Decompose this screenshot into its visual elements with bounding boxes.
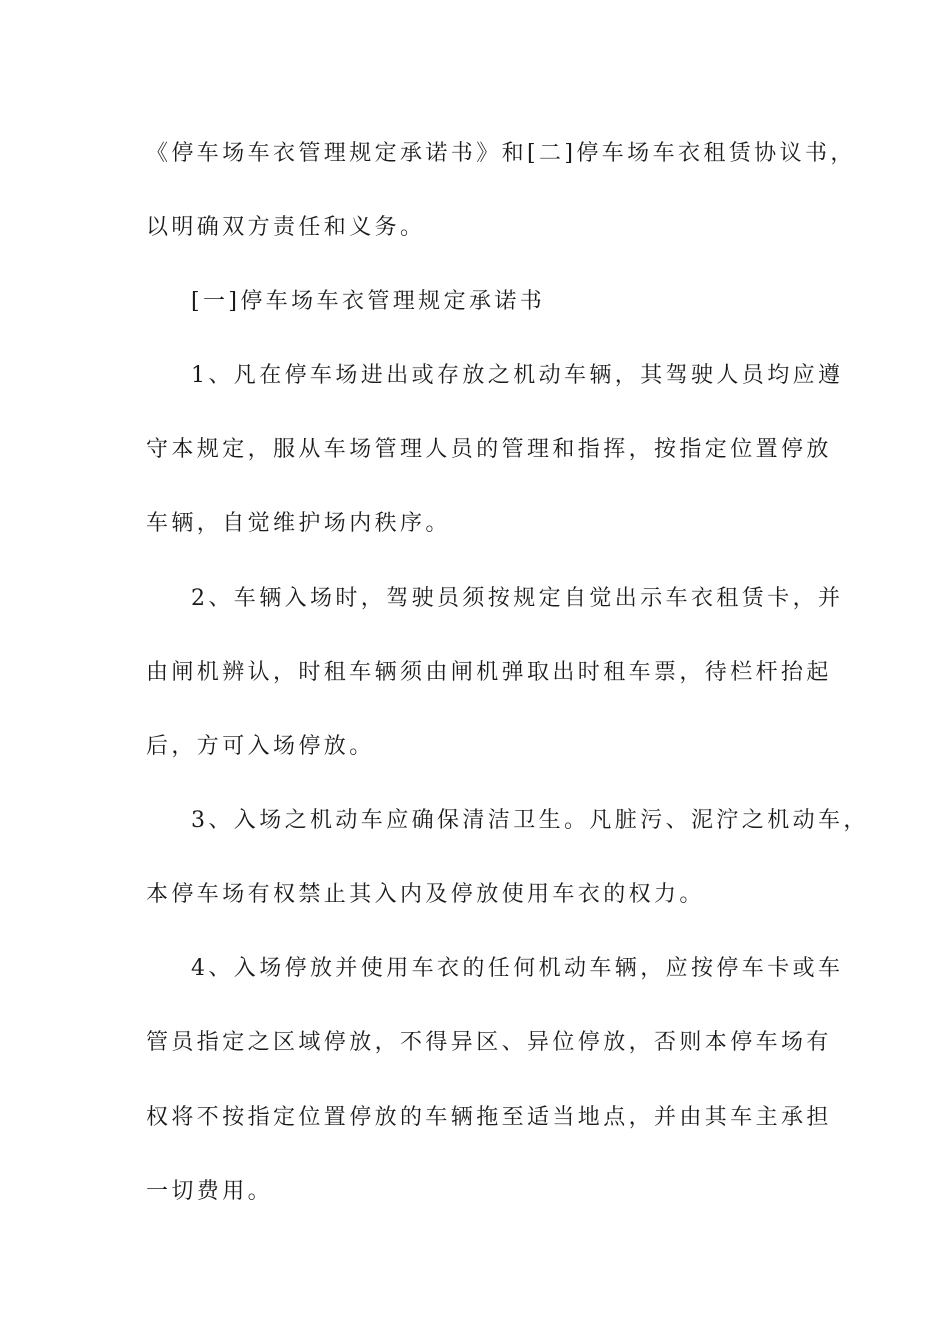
clause-1-line-3: 车辆，自觉维护场内秩序。 <box>146 511 451 536</box>
clause-4-line-4: 一切费用。 <box>146 1179 274 1204</box>
clause-4-line-3: 权将不按指定位置停放的车辆拖至适当地点，并由其车主承担 <box>146 1105 832 1130</box>
clause-4-line-2: 管员指定之区域停放，不得异区、异位停放，否则本停车场有 <box>146 1030 832 1055</box>
text-line-2: 以明确双方责任和义务。 <box>146 215 426 240</box>
clause-1-line-1: 1、凡在停车场进出或存放之机动车辆，其驾驶人员均应遵 <box>191 363 844 388</box>
clause-4-line-1: 4、入场停放并使用车衣的任何机动车辆，应按停车卡或车 <box>191 956 844 981</box>
clause-2-line-1: 2、车辆入场时，驾驶员须按规定自觉出示车衣租赁卡，并 <box>191 586 844 611</box>
clause-2-line-3: 后，方可入场停放。 <box>146 734 375 759</box>
text-line-1: 《停车场车衣管理规定承诺书》和[二]停车场车衣租赁协议书， <box>146 141 856 166</box>
clause-3-line-2: 本停车场有权禁止其入内及停放使用车衣的权力。 <box>146 882 705 907</box>
clause-1-line-2: 守本规定，服从车场管理人员的管理和指挥，按指定位置停放 <box>146 437 832 462</box>
section-heading: [一]停车场车衣管理规定承诺书 <box>191 289 546 314</box>
clause-2-line-2: 由闸机辨认，时租车辆须由闸机弹取出时租车票，待栏杆抬起 <box>146 660 832 685</box>
clause-3-line-1: 3、入场之机动车应确保清洁卫生。凡脏污、泥泞之机动车， <box>191 808 869 833</box>
